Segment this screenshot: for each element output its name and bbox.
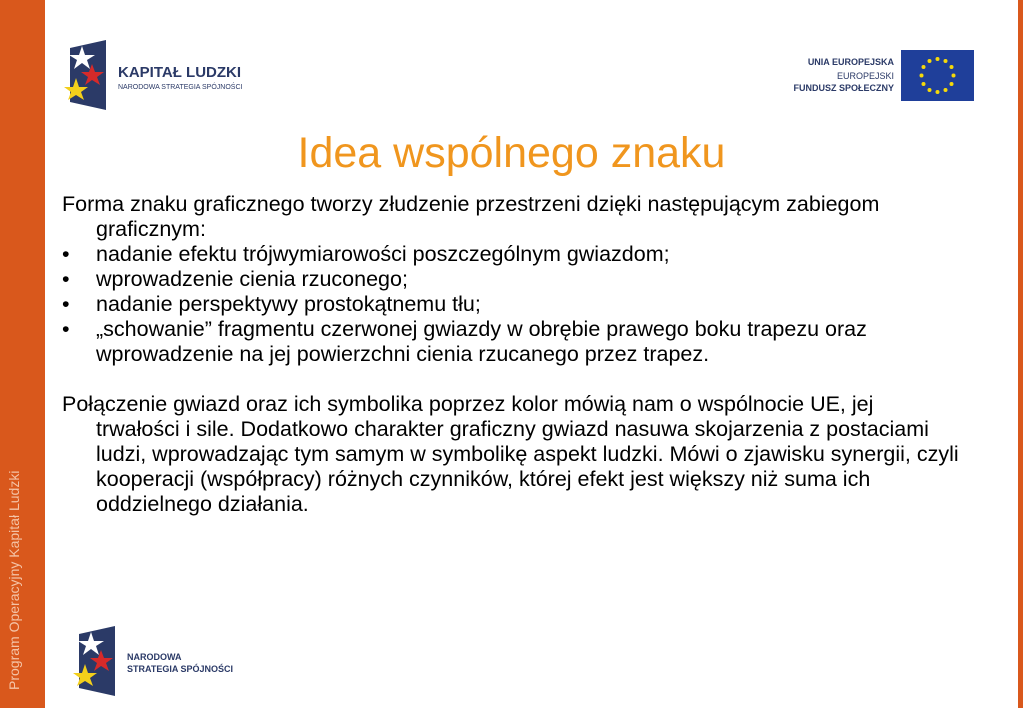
bottom-logo-line2: STRATEGIA SPÓJNOŚCI [127, 664, 234, 674]
side-program-label: Program Operacyjny Kapitał Ludzki [6, 470, 22, 690]
slide-body [62, 192, 962, 517]
bullet-symbol: • [62, 242, 70, 266]
slide-title: Idea wspólnego znaku [297, 129, 726, 177]
logo-title: KAPITAŁ LUDZKI [118, 64, 242, 81]
eu-label-3: FUNDUSZ SPOŁECZNY [793, 83, 894, 93]
star-logo-icon [71, 624, 121, 698]
left-accent-bar [0, 0, 45, 708]
star-logo-icon [62, 38, 112, 112]
eu-label-2: EUROPEJSKI [836, 71, 894, 81]
bullet-text: nadanie efektu trójwymiarowości poszczególnym gwiazdom; [96, 242, 670, 266]
bullet-text: „schowanie” fragmentu czerwonej gwiazdy w obrębie prawego boku trapezu oraz wprowadzenie na jej powierzchni cienia rzucanego przez trapez. [96, 317, 867, 366]
paragraph-gap [62, 367, 962, 392]
bullet-symbol: • [62, 267, 70, 291]
narodowa-strategia-logo [67, 618, 242, 702]
bullet-text: wprowadzenie cienia rzuconego; [96, 267, 408, 291]
eu-flag-icon [901, 50, 974, 101]
right-accent-bar [1018, 0, 1023, 708]
bullet-item [62, 242, 962, 267]
kapital-ludzki-logo [58, 34, 263, 114]
closing-paragraph: Połączenie gwiazd oraz ich symbolika poprzez kolor mówią nam o wspólnocie UE, jej trwałości i sile. Dodatkowo charakter graficzny gwiazd nasuwa skojarzenia z postaciami ludzi, wprowadzając tym samym w symbolikę aspekt ludzki. Mówi o zjawisku synergii, czyli kooperacji (współpracy) różnych czynników, której efekt jest większy niż suma ich oddzielnego działania. [62, 392, 959, 516]
bullet-symbol: • [62, 292, 70, 316]
bullet-text: nadanie perspektywy prostokątnemu tłu; [96, 292, 481, 316]
logo-subtitle: NARODOWA STRATEGIA SPÓJNOŚCI [118, 84, 243, 91]
intro-paragraph: Forma znaku graficznego tworzy złudzenie przestrzeni dzięki następującym zabiegom graficznym: [62, 192, 880, 241]
bottom-logo-line1: NARODOWA [127, 652, 182, 662]
bullet-item [62, 317, 962, 367]
eu-label-1: UNIA EUROPEJSKA [807, 57, 894, 67]
bullet-item [62, 292, 962, 317]
bullet-item [62, 267, 962, 292]
bullet-symbol: • [62, 317, 70, 341]
eu-logo-block [780, 46, 980, 106]
